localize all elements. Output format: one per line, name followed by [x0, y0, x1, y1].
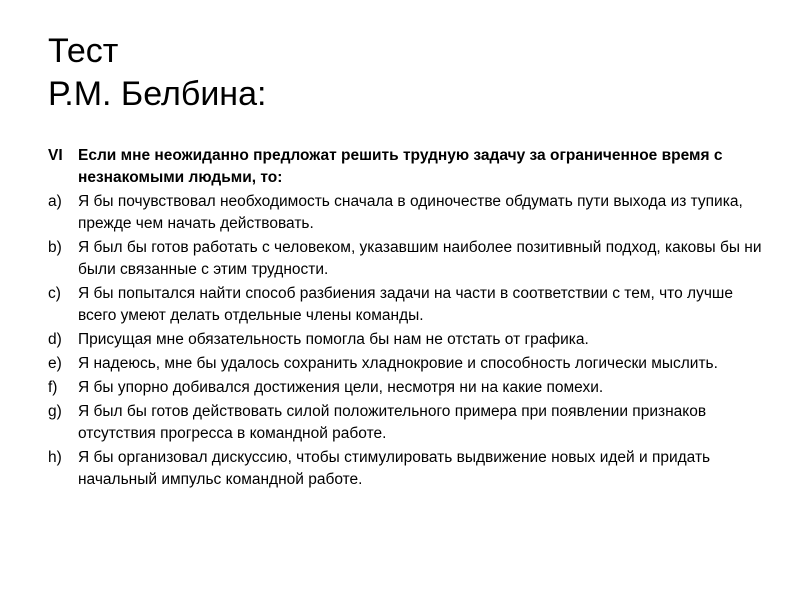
slide-title [48, 30, 748, 116]
option-b [48, 237, 768, 281]
question-number: VI [48, 147, 63, 164]
question-text: Если мне неожиданно предложат решить трудную задачу за ограниченное время с незнакомыми людьми, то: [78, 147, 723, 186]
option-marker: g) [48, 403, 62, 420]
option-text: Я надеюсь, мне бы удалось сохранить хладнокровие и способность логически мыслить. [78, 355, 718, 372]
option-text: Я бы упорно добивался достижения цели, несмотря ни на какие помехи. [78, 379, 604, 396]
option-e [48, 353, 768, 375]
option-text: Я был бы готов действовать силой положительного примера при появлении признаков отсутствия прогресса в командной работе. [78, 403, 707, 442]
option-marker: e) [48, 355, 62, 372]
option-h [48, 447, 768, 491]
option-marker: f) [48, 379, 58, 396]
option-text: Я бы попытался найти способ разбиения задачи на части в соответствии с тем, что лучше всего умеют делать отдельные члены команды. [78, 285, 733, 324]
option-text: Я был бы готов работать с человеком, указавшим наиболее позитивный подход, каковы бы ни были связанные с этим трудности. [78, 239, 762, 278]
option-f [48, 377, 768, 399]
option-marker: c) [48, 285, 61, 302]
option-marker: a) [48, 193, 62, 210]
option-marker: d) [48, 331, 62, 348]
option-text: Присущая мне обязательность помогла бы нам не отстать от графика. [78, 331, 589, 348]
slide-title-line-2: Р.М. Белбина: [48, 75, 267, 113]
option-text: Я бы организовал дискуссию, чтобы стимулировать выдвижение новых идей и придать начальный импульс командной работе. [78, 449, 711, 488]
option-d [48, 329, 768, 351]
option-text: Я бы почувствовал необходимость сначала в одиночестве обдумать пути выхода из тупика, прежде чем начать действовать. [78, 193, 743, 232]
option-g [48, 401, 768, 445]
question-block [48, 145, 768, 493]
option-c [48, 283, 768, 327]
option-marker: h) [48, 449, 62, 466]
option-a [48, 191, 768, 235]
question [48, 145, 768, 189]
option-marker: b) [48, 239, 62, 256]
slide-title-line-1: Тест [48, 32, 119, 70]
